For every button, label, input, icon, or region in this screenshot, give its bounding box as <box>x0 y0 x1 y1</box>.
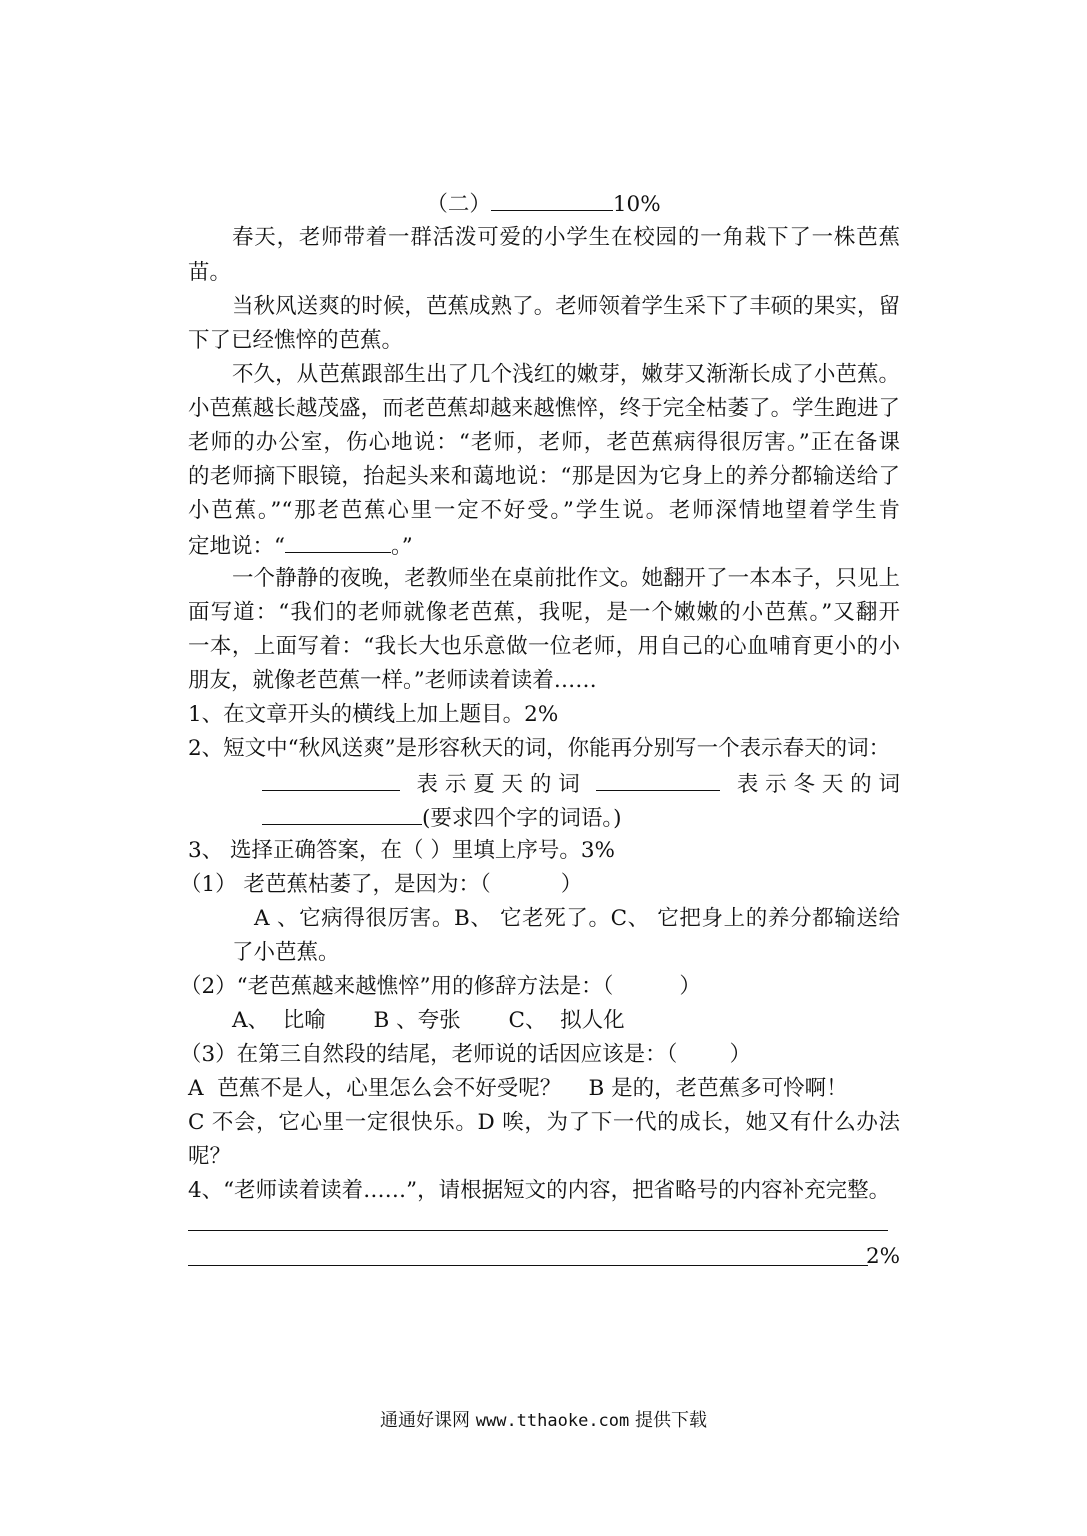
question-3-3: （3）在第三自然段的结尾，老师说的话因应该是：（ ） <box>180 1042 751 1067</box>
question-4-score: 2% <box>866 1244 901 1269</box>
question-2-winter <box>262 800 900 836</box>
question-3-2: （2）“老芭蕉越来越憔悴”用的修辞方法是：（ ） <box>180 974 701 999</box>
footer-suffix: 提供下载 <box>635 1410 707 1431</box>
footer-site-name: 通通好课网 <box>380 1410 470 1431</box>
question-3-2-options: A、 比喻 B 、夸张 C、 拟人化 <box>232 1008 625 1033</box>
question-3-1-options-cont: 了小芭蕉。 <box>232 940 340 965</box>
passage-line: 一个静静的夜晚，老教师坐在桌前批作文。她翻开了一本本子，只见上 <box>232 566 900 591</box>
title-score: 10% <box>612 192 661 217</box>
passage-line: 一本，上面写着：“我长大也乐意做一位老师，用自己的心血哺育更小的小 <box>188 634 900 659</box>
answer-line[interactable] <box>188 1230 888 1231</box>
passage-line: 面写道：“我们的老师就像老芭蕉，我呢，是一个嫩嫩的小芭蕉。”又翻开 <box>188 600 900 625</box>
question-3-1-options: A 、它病得很厉害。B、 它老死了。C、 它把身上的养分都输送给 <box>254 906 900 931</box>
winter-word-blank[interactable] <box>262 800 422 825</box>
question-1: 1、在文章开头的横线上加上题目。2% <box>188 702 559 727</box>
passage-line: 的老师摘下眼镜，抬起头来和蔼地说：“那是因为它身上的养分都输送给了 <box>188 464 900 489</box>
question-2-note: (要求四个字的词语。) <box>422 806 622 831</box>
passage-line: 小芭蕉越长越茂盛，而老芭蕉却越来越憔悴，终于完全枯萎了。学生跑进了 <box>188 396 900 421</box>
passage-line: 朋友，就像老芭蕉一样。”老师读着读着…… <box>188 668 597 693</box>
passage-line: 春天，老师带着一群活泼可爱的小学生在校园的一角栽下了一株芭蕉 <box>232 225 900 250</box>
page-footer <box>0 1407 1087 1435</box>
answer-blank[interactable] <box>285 528 391 553</box>
summer-word-blank[interactable] <box>596 766 720 791</box>
footer-url[interactable]: www.tthaoke.com <box>475 1411 630 1431</box>
question-4: 4、“老师读着读着……”，请根据短文的内容，把省略号的内容补充完整。 <box>188 1178 891 1203</box>
question-3-3-options-cd: C 不会，它心里一定很快乐。D 唉，为了下一代的成长，她又有什么办法 <box>188 1110 900 1135</box>
passage-line: 下了已经憔悴的芭蕉。 <box>188 328 404 353</box>
passage-line: 老师的办公室，伤心地说：“老师，老师，老芭蕉病得很厉害。”正在备课 <box>188 430 900 455</box>
question-2-blanks <box>262 766 900 802</box>
passage-line: 当秋风送爽的时候，芭蕉成熟了。老师领着学生采下了丰硕的果实，留 <box>232 294 900 319</box>
passage-line: 苗。 <box>188 260 232 285</box>
title-blank <box>491 186 613 211</box>
section-label: （二） <box>426 192 491 217</box>
answer-line[interactable] <box>188 1265 868 1266</box>
question-3-1: （1） 老芭蕉枯萎了，是因为：（ ） <box>180 872 583 897</box>
question-3-3-options-ab: A 芭蕉不是人，心里怎么会不好受呢？ B 是的，老芭蕉多可怜啊！ <box>188 1076 848 1101</box>
passage-line: 小芭蕉。”“那老芭蕉心里一定不好受。”学生说。老师深情地望着学生肯 <box>188 498 900 523</box>
question-3-3-options-cd-cont: 呢？ <box>188 1144 232 1169</box>
question-2: 2、短文中“秋风送爽”是形容秋天的词，你能再分别写一个表示春天的词： <box>188 736 891 761</box>
passage-line-with-blank: 定地说：“ 。” <box>188 528 900 564</box>
section-title <box>0 186 1087 222</box>
summer-label: 表 示 夏 天 的 词 <box>416 772 580 797</box>
winter-label: 表 示 冬 天 的 词 <box>736 772 900 797</box>
question-3: 3、 选择正确答案，在（ ）里填上序号。3% <box>188 838 615 863</box>
passage-line: 不久，从芭蕉跟部生出了几个浅红的嫩芽，嫩芽又渐渐长成了小芭蕉。 <box>232 362 900 387</box>
spring-word-blank[interactable] <box>262 766 400 791</box>
